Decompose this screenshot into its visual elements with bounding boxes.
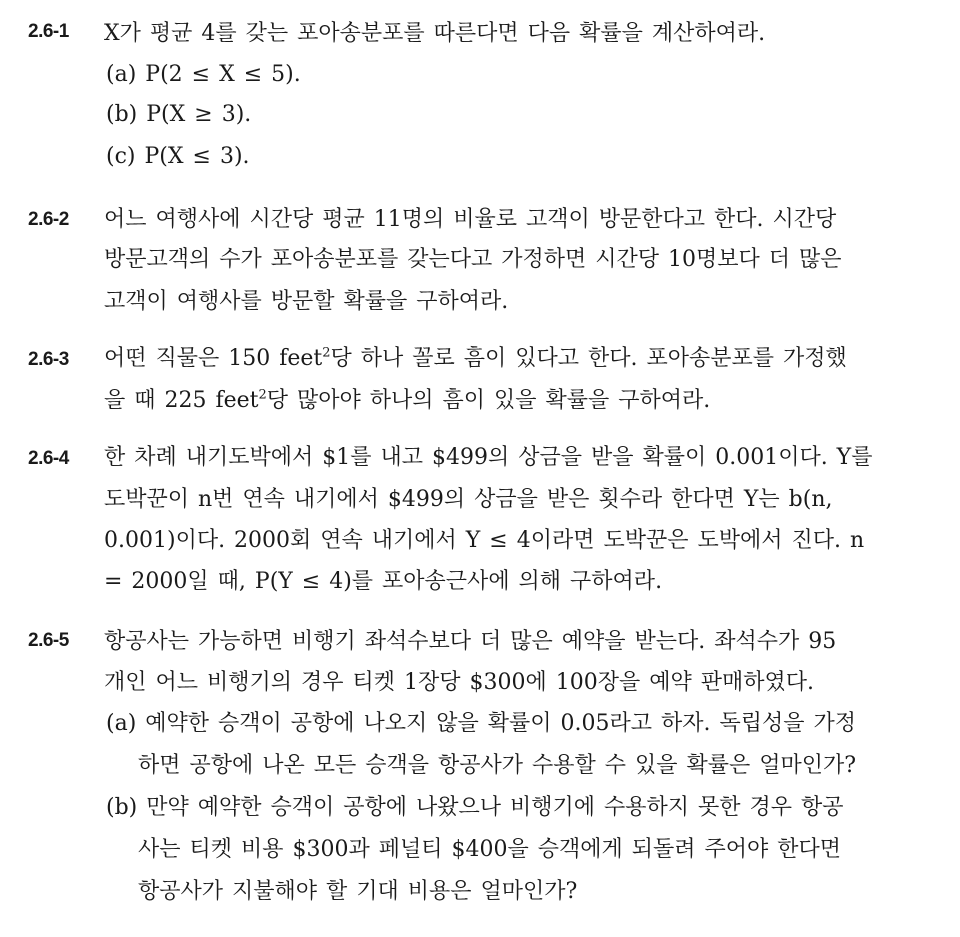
text-segment: 을 때 225 feet	[104, 388, 259, 413]
problem-subpart: (b) 만약 예약한 승객이 공항에 나왔으나 비행기에 수용하지 못한 경우 항공	[106, 795, 844, 820]
problem-text-line	[104, 341, 847, 372]
problem-number: 2.6-1	[28, 21, 69, 42]
problem-text-line: 항공사는 가능하면 비행기 좌석수보다 더 많은 예약을 받는다. 좌석수가 95	[104, 629, 837, 654]
problem-subpart: (b) P(X ≥ 3).	[106, 102, 252, 127]
problem-number: 2.6-2	[28, 209, 69, 230]
problem-text-line	[104, 383, 710, 414]
superscript: 2	[322, 345, 331, 361]
problem-number: 2.6-4	[28, 448, 69, 469]
problem-text-line: 사는 티켓 비용 $300과 페널티 $400을 승객에게 되돌려 주어야 한다면	[138, 837, 841, 862]
problem-subpart: (a) P(2 ≤ X ≤ 5).	[106, 62, 301, 87]
problem-subpart: (a) 예약한 승객이 공항에 나오지 않을 확률이 0.05라고 하자. 독립성을 가정	[106, 711, 856, 736]
problem-text-line: 도박꾼이 n번 연속 내기에서 $499의 상금을 받은 횟수라 한다면 Y는 b(n,	[104, 487, 833, 512]
problem-number: 2.6-5	[28, 630, 69, 651]
problem-text-line: 방문고객의 수가 포아송분포를 갖는다고 가정하면 시간당 10명보다 더 많은	[104, 247, 842, 272]
text-segment: 당 하나 꼴로 흠이 있다고 한다. 포아송분포를 가정했	[330, 346, 847, 371]
text-segment: 어떤 직물은 150 feet	[104, 346, 323, 371]
problem-subpart: (c) P(X ≤ 3).	[106, 144, 250, 169]
problem-text-line: X가 평균 4를 갖는 포아송분포를 따른다면 다음 확률을 계산하여라.	[104, 21, 766, 46]
problem-text-line: 개인 어느 비행기의 경우 티켓 1장당 $300에 100장을 예약 판매하였다.	[104, 670, 814, 695]
superscript: 2	[258, 387, 267, 403]
problem-text-line: 하면 공항에 나온 모든 승객을 항공사가 수용할 수 있을 확률은 얼마인가?	[138, 753, 857, 778]
problem-number: 2.6-3	[28, 349, 69, 370]
problem-text-line: 어느 여행사에 시간당 평균 11명의 비율로 고객이 방문한다고 한다. 시간당	[104, 207, 837, 232]
problem-text-line: 항공사가 지불해야 할 기대 비용은 얼마인가?	[138, 879, 578, 904]
problem-text-line: 한 차례 내기도박에서 $1를 내고 $499의 상금을 받을 확률이 0.001이다. Y를	[104, 445, 873, 470]
problem-text-line: 고객이 여행사를 방문할 확률을 구하여라.	[104, 289, 509, 314]
text-segment: 당 많아야 하나의 흠이 있을 확률을 구하여라.	[266, 388, 711, 413]
problem-text-line: 0.001)이다. 2000회 연속 내기에서 Y ≤ 4이라면 도박꾼은 도박에서 진다. n	[104, 528, 865, 553]
problem-text-line: = 2000일 때, P(Y ≤ 4)를 포아송근사에 의해 구하여라.	[104, 569, 663, 594]
